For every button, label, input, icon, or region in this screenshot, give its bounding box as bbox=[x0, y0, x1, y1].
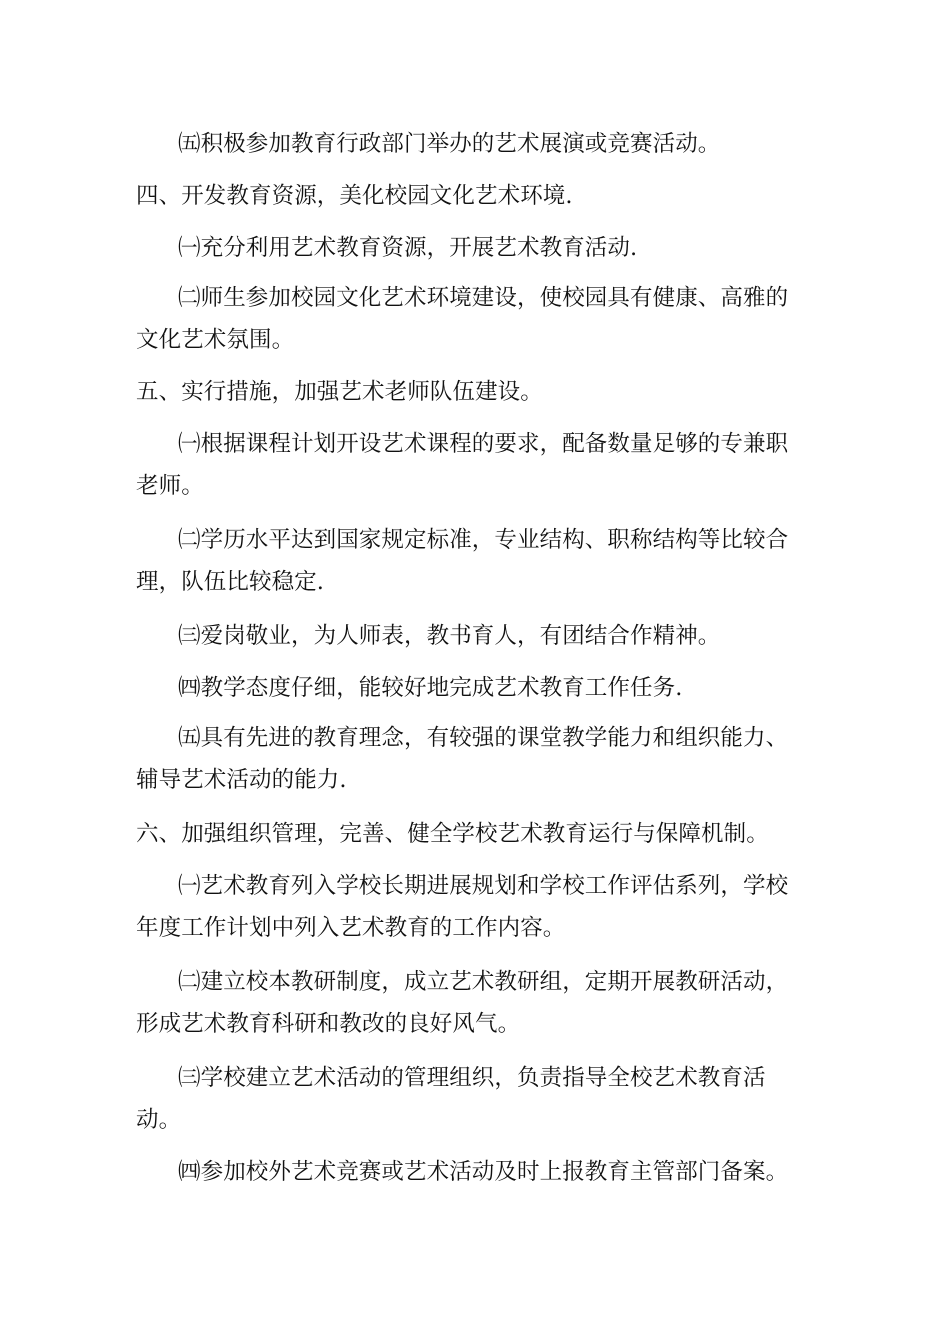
section-heading-6: 六、加强组织管理，完善、健全学校艺术教育运行与保障机制。 bbox=[136, 821, 769, 847]
paragraph-item-2-research-continuation: 形成艺术教育科研和教改的良好风气。 bbox=[136, 1011, 521, 1037]
paragraph-item-1-planning-continuation: 年度工作计划中列入艺术教育的工作内容。 bbox=[136, 915, 566, 941]
paragraph-item-1-staffing-continuation: 老师。 bbox=[136, 473, 204, 499]
paragraph-item-5-art-competitions: ㈤积极参加教育行政部门举办的艺术展演或竞赛活动。 bbox=[178, 131, 721, 157]
paragraph-item-1-resources: ㈠充分利用艺术教育资源，开展艺术教育活动. bbox=[178, 235, 638, 261]
paragraph-item-5-teaching-ability: ㈤具有先进的教育理念，有较强的课堂教学能力和组织能力、 bbox=[178, 725, 789, 751]
paragraph-item-2-qualifications-continuation: 理，队伍比较稳定. bbox=[136, 569, 325, 595]
paragraph-item-3-dedication: ㈢爱岗敬业，为人师表，教书育人，有团结合作精神。 bbox=[178, 623, 721, 649]
paragraph-item-2-environment-continuation: 文化艺术氛围。 bbox=[136, 327, 295, 353]
paragraph-item-1-staffing: ㈠根据课程计划开设艺术课程的要求，配备数量足够的专兼职 bbox=[178, 431, 789, 457]
section-heading-5: 五、实行措施，加强艺术老师队伍建设。 bbox=[136, 379, 543, 405]
paragraph-item-5-teaching-ability-continuation: 辅导艺术活动的能力. bbox=[136, 767, 347, 793]
paragraph-item-2-environment: ㈡师生参加校园文化艺术环境建设，使校园具有健康、高雅的 bbox=[178, 285, 789, 311]
paragraph-item-4-attitude: ㈣教学态度仔细，能较好地完成艺术教育工作任务. bbox=[178, 675, 683, 701]
paragraph-item-2-research: ㈡建立校本教研制度，成立艺术教研组，定期开展教研活动， bbox=[178, 969, 789, 995]
paragraph-item-1-planning: ㈠艺术教育列入学校长期进展规划和学校工作评估系列，学校 bbox=[178, 873, 789, 899]
section-heading-4: 四、开发教育资源，美化校园文化艺术环境. bbox=[136, 183, 573, 209]
paragraph-item-3-management: ㈢学校建立艺术活动的管理组织，负责指导全校艺术教育活 bbox=[178, 1065, 766, 1091]
paragraph-item-4-reporting: ㈣参加校外艺术竞赛或艺术活动及时上报教育主管部门备案。 bbox=[178, 1159, 789, 1185]
paragraph-item-3-management-continuation: 动。 bbox=[136, 1107, 182, 1133]
paragraph-item-2-qualifications: ㈡学历水平达到国家规定标准，专业结构、职称结构等比较合 bbox=[178, 527, 789, 553]
